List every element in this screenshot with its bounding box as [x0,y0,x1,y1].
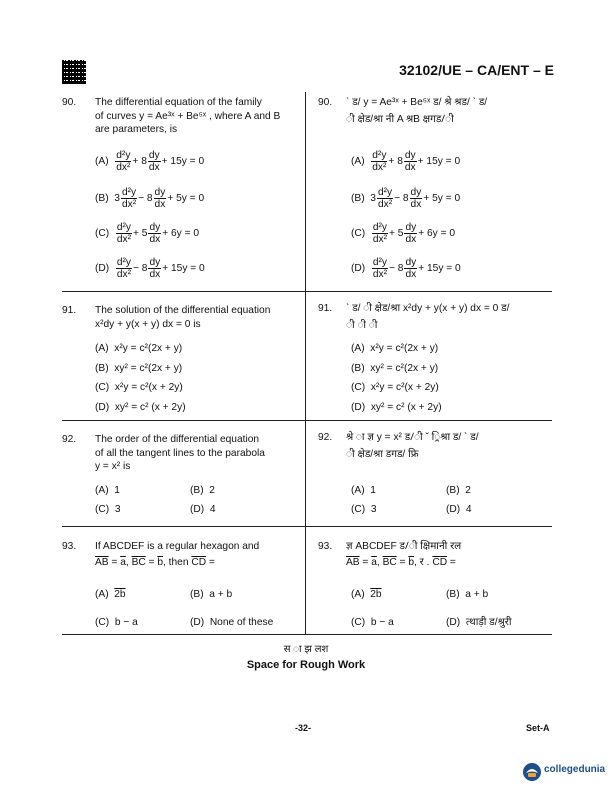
option-a[interactable]: (A) 2b [95,589,126,600]
page-number: -32- [295,723,312,733]
option-d[interactable]: (D) $\frac{\text{d²y}}{\text{dx²}}$ − 8 $\frac{dy}{dx}$ + 15y = 0 [351,257,461,280]
question-number: 93. [318,541,333,552]
question-93-text: If ABCDEF is a regular hexagon and $\overline{AB} = \overline{a}$, $\overline{BC} = \overline{b}$, then $\overline{CD}$ = [95,541,260,568]
right-column [318,0,558,792]
option-c[interactable]: (C) 3 [351,504,377,515]
option-c[interactable]: (C) x²y = c²(x + 2y) [351,382,439,393]
option-c[interactable]: (C) b − a [351,617,394,628]
option-b[interactable]: (B) 3 $\frac{\text{d²y}}{\text{dx²}}$ − 8 $\frac{dy}{dx}$ + 5y = 0 [351,187,461,210]
option-c[interactable]: (C) b − a [95,617,138,628]
option-d[interactable]: (D) 4 [446,504,472,515]
option-b[interactable]: (B) a + b [190,589,233,600]
option-b[interactable]: (B) 3 $\frac{\text{d²y}}{\text{dx²}}$ − 8 $\frac{dy}{dx}$ + 5y = 0 [95,187,205,210]
question-number: 92. [318,432,333,443]
logo-icon [522,762,542,782]
question-number: 92. [62,434,77,445]
option-c[interactable]: (C) 3 [95,504,121,515]
question-91-text: The solution of the differential equation x²dy + y(x + y) dx = 0 is [95,305,271,330]
option-a[interactable]: (A) $\frac{\text{d²y}}{\text{dx²}}$ + 8 $\frac{dy}{dx}$ + 15y = 0 [351,150,461,173]
collegedunia-logo: collegedunia [516,758,612,788]
option-a[interactable]: (A) 1 [95,485,120,496]
option-a[interactable]: (A) $\frac{\text{d²y}}{\text{dx²}}$ + 8 $\frac{dy}{dx}$ + 15y = 0 [95,150,205,173]
question-93-text-hindi: ज्ञ ABCDEF ड/ी क्षिमानी रल $\overline{AB} = \overline{a}$, $\overline{BC} = \overline{b}$, र . $\overline{CD}$ = [346,541,462,568]
question-number: 93. [62,541,77,552]
question-number: 90. [62,97,77,108]
option-a[interactable]: (A) x²y = c²(2x + y) [95,343,183,354]
option-a[interactable]: (A) 2b [351,589,382,600]
paper-code: 32102/UE – CA/ENT – E [399,62,554,78]
question-number: 91. [62,305,77,316]
option-b[interactable]: (B) xy² = c²(2x + y) [95,363,183,374]
option-b[interactable]: (B) xy² = c²(2x + y) [351,363,439,374]
option-c[interactable]: (C) $\frac{\text{d²y}}{\text{dx²}}$ + 5 $\frac{dy}{dx}$ + 6y = 0 [351,222,456,245]
option-d[interactable]: (D) xy² = c² (x + 2y) [95,402,186,413]
question-number: 91. [318,303,333,314]
question-91-text-hindi: ˋ ड/ ी क्षेड/श्रा x²dy + y(x + y) dx = 0 ड/ ी ी ी [346,303,510,331]
option-d[interactable]: (D) 4 [190,504,216,515]
option-b[interactable]: (B) 2 [190,485,215,496]
question-number: 90. [318,97,333,108]
option-d[interactable]: (D) $\frac{\text{d²y}}{\text{dx²}}$ − 8 $\frac{dy}{dx}$ + 15y = 0 [95,257,205,280]
rough-work-label: Space for Rough Work [246,659,366,671]
option-a[interactable]: (A) x²y = c²(2x + y) [351,343,439,354]
question-92-text: The order of the differential equation of all the tangent lines to the parabola y = x² is [95,434,265,472]
question-92-text-hindi: श्रे ा ज्ञ y = x² ड/ी ˇ ्रिश्रा ड/ ˋ ड/ ी क्षेड/श्रा डगड/ फ्रि [346,432,479,460]
option-c[interactable]: (C) x²y = c²(x + 2y) [95,382,183,393]
option-d[interactable]: (D) त्थाड़ी ड/श्रुरी [446,617,512,628]
option-c[interactable]: (C) $\frac{\text{d²y}}{\text{dx²}}$ + 5 $\frac{dy}{dx}$ + 6y = 0 [95,222,200,245]
option-d[interactable]: (D) None of these [190,617,274,628]
option-d[interactable]: (D) xy² = c² (x + 2y) [351,402,442,413]
option-b[interactable]: (B) a + b [446,589,489,600]
rough-work-hindi: स ा झ लश [283,644,329,655]
set-label: Set-A [526,723,550,733]
option-b[interactable]: (B) 2 [446,485,471,496]
left-column [62,0,302,792]
column-divider [305,92,306,635]
option-a[interactable]: (A) 1 [351,485,376,496]
question-90-text-hindi: ˋ ड/ y = Ae³ˣ + Be⁵ˣ ड/ श्रे श्रड/ ˋ ड/ ी क्षेड/श्रा नी A श्रB क्षगड/ी [346,97,488,125]
question-90-text: The differential equation of the family of curves y = Ae³ˣ + Be⁵ˣ , where A and B are parameters, is [95,97,281,135]
